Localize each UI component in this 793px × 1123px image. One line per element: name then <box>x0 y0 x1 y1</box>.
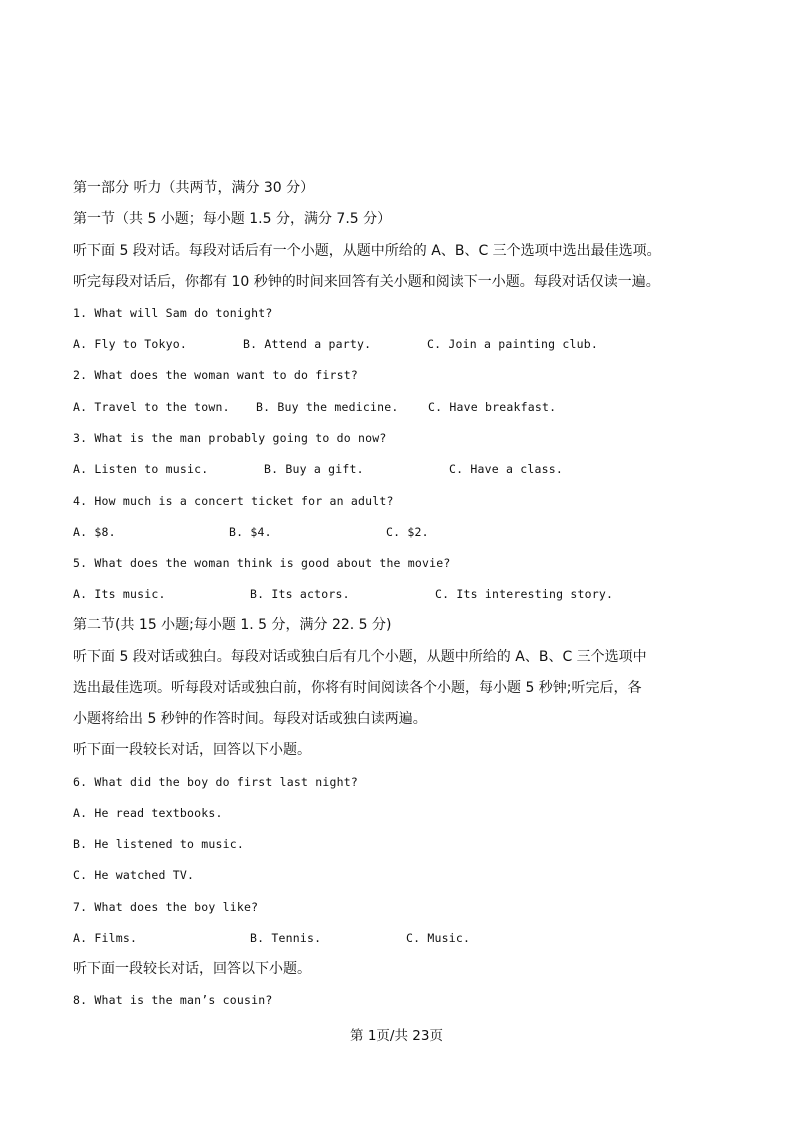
question-2-stem: 2. What does the woman want to do first? <box>73 368 358 382</box>
question-5-option-b: B. Its actors. <box>250 587 350 601</box>
question-5-option-a: A. Its music. <box>73 587 166 601</box>
question-5-option-c: C. Its interesting story. <box>435 587 614 601</box>
question-8-stem: 8. What is the man’s cousin? <box>73 993 273 1007</box>
section-two-instructions-line-2: 选出最佳选项。听每段对话或独白前，你将有时间阅读各个小题，每小题 5 秒钟;听完后，各 <box>73 680 642 696</box>
section-two-instructions-line-3: 小题将给出 5 秒钟的作答时间。每段对话或独白读两遍。 <box>73 711 427 727</box>
question-6-stem: 6. What did the boy do first last night? <box>73 775 358 789</box>
part-one-heading: 第一部分 听力（共两节，满分 30 分） <box>73 180 315 196</box>
section-one-instructions-line-2: 听完每段对话后，你都有 10 秒钟的时间来回答有关小题和阅读下一小题。每段对话仅读一遍。 <box>73 274 660 290</box>
dialogue-intro: 听下面一段较长对话，回答以下小题。 <box>73 961 311 977</box>
section-one-heading: 第一节（共 5 小题；每小题 1.5 分，满分 7.5 分） <box>73 211 392 227</box>
page-footer: 第 1页/共 23页 <box>350 1028 443 1044</box>
question-2-option-a: A. Travel to the town. <box>73 400 230 414</box>
question-4-stem: 4. How much is a concert ticket for an adult? <box>73 494 394 508</box>
question-6-option-a: A. He read textbooks. <box>73 806 223 820</box>
question-1-option-c: C. Join a painting club. <box>427 337 598 351</box>
section-two-heading: 第二节(共 15 小题;每小题 1. 5 分，满分 22. 5 分) <box>73 617 392 633</box>
question-7-option-c: C. Music. <box>406 931 471 945</box>
question-3-option-a: A. Listen to music. <box>73 462 209 476</box>
section-two-instructions-line-1: 听下面 5 段对话或独白。每段对话或独白后有几个小题，从题中所给的 A、B、C 三个选项中 <box>73 649 647 665</box>
question-6-option-c: C. He watched TV. <box>73 868 195 882</box>
question-6-option-b: B. He listened to music. <box>73 837 244 851</box>
question-7-stem: 7. What does the boy like? <box>73 900 259 914</box>
question-7-option-b: B. Tennis. <box>250 931 322 945</box>
question-7-option-a: A. Films. <box>73 931 138 945</box>
question-3-stem: 3. What is the man probably going to do now? <box>73 431 387 445</box>
section-one-instructions-line-1: 听下面 5 段对话。每段对话后有一个小题，从题中所给的 A、B、C 三个选项中选出最佳选项。 <box>73 243 661 259</box>
question-3-option-c: C. Have a class. <box>449 462 563 476</box>
question-4-option-b: B. $4. <box>229 525 272 539</box>
question-5-stem: 5. What does the woman think is good about the movie? <box>73 556 451 570</box>
question-2-option-b: B. Buy the medicine. <box>256 400 399 414</box>
question-3-option-b: B. Buy a gift. <box>264 462 364 476</box>
question-4-option-a: A. $8. <box>73 525 116 539</box>
question-1-stem: 1. What will Sam do tonight? <box>73 306 273 320</box>
question-1-option-a: A. Fly to Tokyo. <box>73 337 187 351</box>
dialogue-intro: 听下面一段较长对话，回答以下小题。 <box>73 742 311 758</box>
question-2-option-c: C. Have breakfast. <box>428 400 557 414</box>
question-1-option-b: B. Attend a party. <box>243 337 372 351</box>
question-4-option-c: C. $2. <box>386 525 429 539</box>
